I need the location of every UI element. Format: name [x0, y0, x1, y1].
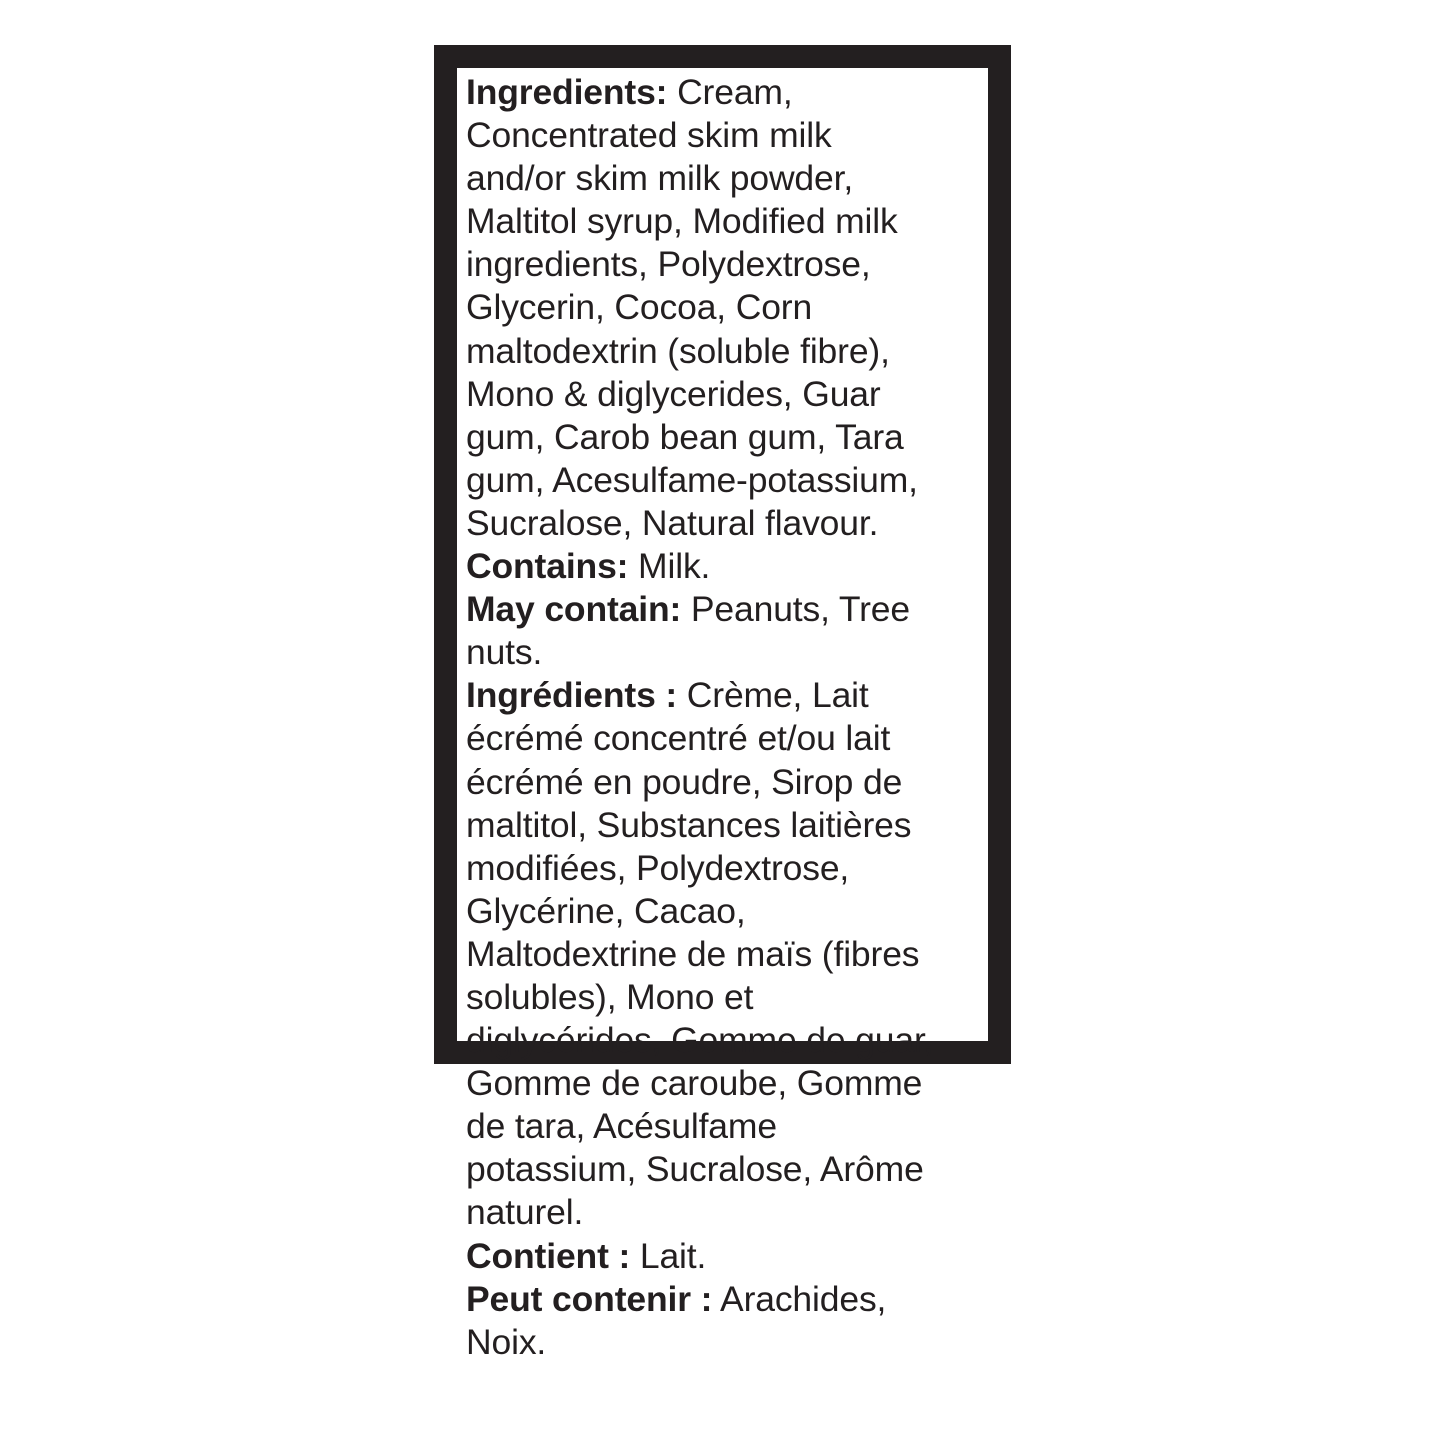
en-contains-heading: Contains: [466, 546, 629, 587]
en-ingredients-text: Sucralose, Natural flavour. [466, 502, 879, 543]
en-ingredients-heading: Ingredients: [466, 72, 668, 112]
en-contains-line [466, 545, 986, 588]
fr-ingredients-text: Gomme de caroube, Gomme [466, 1063, 923, 1104]
fr-may-contain-line [466, 1278, 986, 1321]
fr-ingredients-text: écrémé concentré et/ou lait [466, 718, 891, 759]
fr-ingredients-line [466, 674, 986, 717]
en-may-contain-text: nuts. [466, 632, 543, 673]
ingredients-label-border [434, 45, 1011, 1362]
ingredients-label-text [466, 71, 986, 1364]
fr-ingredients-text: diglycérides, Gomme de guar, [466, 1020, 934, 1061]
en-ingredients-text: Cream, [667, 72, 793, 112]
en-ingredients-text: maltodextrin (soluble fibre), [466, 330, 890, 371]
fr-ingredients-text: potassium, Sucralose, Arôme [466, 1149, 924, 1190]
en-ingredients-text: ingredients, Polydextrose, [466, 244, 871, 285]
en-may-contain-heading: May contain: [466, 589, 682, 630]
en-ingredients-text: gum, Acesulfame-potassium, [466, 459, 918, 500]
fr-contains-line [466, 1235, 986, 1278]
en-ingredients-text: Glycerin, Cocoa, Corn [466, 287, 813, 328]
fr-contains-heading: Contient : [466, 1235, 631, 1276]
fr-may-contain-text: Noix. [466, 1321, 547, 1362]
en-ingredients-text: and/or skim milk powder, [466, 158, 854, 199]
en-ingredients-line [466, 71, 986, 114]
fr-ingredients-text: naturel. [466, 1192, 584, 1233]
fr-contains-text: Lait. [630, 1235, 707, 1276]
en-contains-text: Milk. [628, 546, 711, 587]
fr-ingredients-text: écrémé en poudre, Sirop de [466, 761, 903, 802]
fr-ingredients-text: Crème, Lait [677, 675, 869, 716]
fr-ingredients-text: maltitol, Substances laitières [466, 804, 912, 845]
en-ingredients-text: Maltitol syrup, Modified milk [466, 201, 898, 242]
fr-ingredients-text: modifiées, Polydextrose, [466, 847, 850, 888]
fr-ingredients-heading: Ingrédients : [466, 675, 678, 716]
en-may-contain-line [466, 588, 986, 631]
fr-ingredients-text: solubles), Mono et [466, 976, 754, 1017]
fr-ingredients-text: Maltodextrine de maïs (fibres [466, 933, 920, 974]
en-may-contain-text: Peanuts, Tree [681, 589, 910, 630]
fr-may-contain-text: Arachides, [712, 1278, 887, 1319]
fr-ingredients-text: de tara, Acésulfame [466, 1106, 777, 1147]
fr-may-contain-heading: Peut contenir : [466, 1278, 713, 1319]
fr-ingredients-text: Glycérine, Cacao, [466, 890, 746, 931]
ingredients-label-panel [457, 68, 988, 1362]
en-ingredients-text: Mono & diglycerides, Guar [466, 373, 881, 414]
en-ingredients-text: gum, Carob bean gum, Tara [466, 416, 904, 457]
en-ingredients-text: Concentrated skim milk [466, 115, 832, 156]
